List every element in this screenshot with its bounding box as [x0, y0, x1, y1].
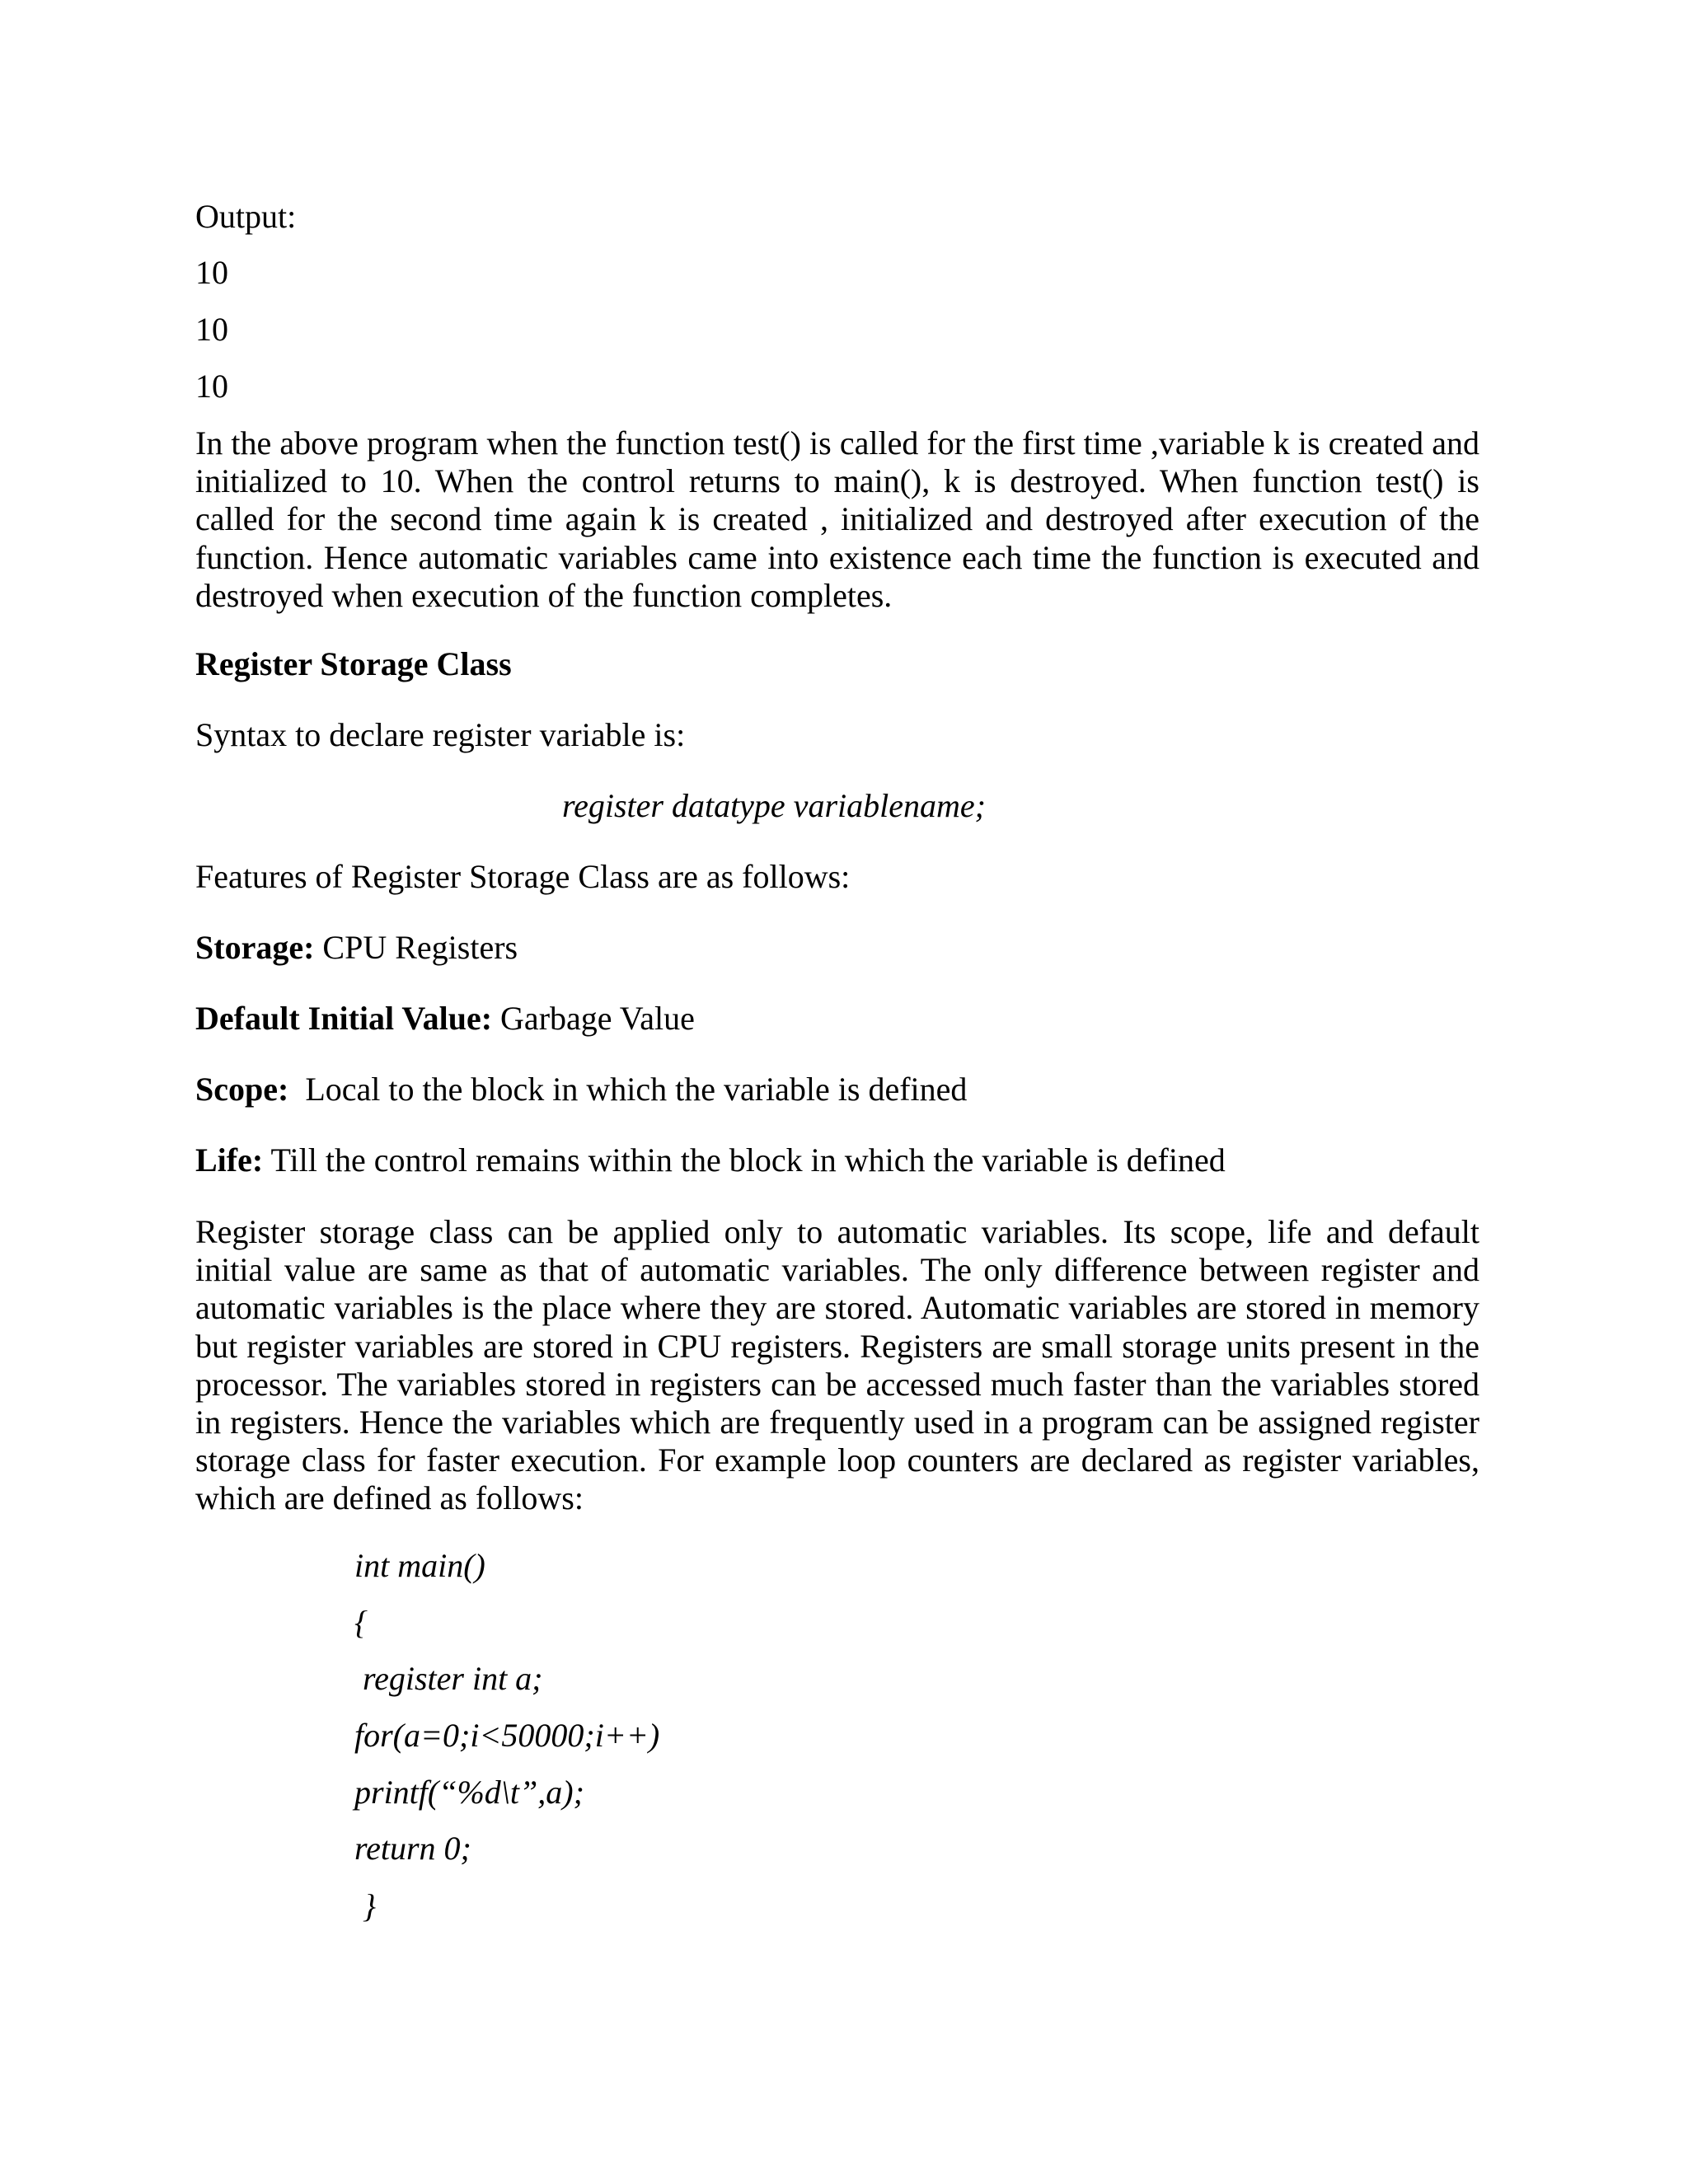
- explanation-paragraph: In the above program when the function test() is called for the first time ,variable k is created and initialized to 10. When the control returns to main(), k is destroyed. When function test() is called for the second time again k is created , initialized and destroyed after execution of the function. Hence automatic variables came into existence each time the function is executed and destroyed when execution of the function completes.: [195, 424, 1479, 614]
- feature-label: Default Initial Value:: [195, 1000, 493, 1037]
- feature-value: Till the control remains within the block in which the variable is defined: [263, 1141, 1226, 1179]
- feature-label: Storage:: [195, 929, 315, 966]
- section-heading: Register Storage Class: [195, 645, 512, 682]
- syntax-line: register datatype variablename;: [562, 787, 986, 824]
- body-paragraph: Register storage class can be applied only to automatic variables. Its scope, life and default initial value are same as that of automatic variables. The only difference between register and automatic variables is the place where they are stored. Automatic variables are stored in memory but register variables are stored in CPU registers. Registers are small storage units present in the processor. The variables stored in registers can be accessed much faster than the variables stored in registers. Hence the variables which are frequently used in a program can be assigned register storage class for faster execution. For example loop counters are declared as register variables, which are defined as follows:: [195, 1213, 1479, 1517]
- syntax-intro: Syntax to declare register variable is:: [195, 716, 686, 753]
- feature-default-initial-value: [195, 1000, 695, 1038]
- feature-storage: [195, 929, 518, 967]
- output-value-1: 10: [195, 254, 228, 291]
- feature-scope: [195, 1071, 967, 1108]
- feature-life: [195, 1141, 1226, 1179]
- output-label: Output:: [195, 198, 297, 235]
- feature-value: Garbage Value: [492, 1000, 695, 1037]
- code-line-7: }: [354, 1887, 376, 1924]
- code-line-3: register int a;: [354, 1660, 543, 1697]
- feature-label: Scope:: [195, 1071, 289, 1108]
- feature-label: Life:: [195, 1141, 264, 1179]
- feature-value: Local to the block in which the variable is defined: [288, 1071, 968, 1108]
- code-line-4: for(a=0;i<50000;i++): [354, 1717, 660, 1754]
- code-line-6: return 0;: [354, 1830, 471, 1867]
- code-line-1: int main(): [354, 1547, 485, 1584]
- output-value-3: 10: [195, 368, 228, 405]
- features-intro: Features of Register Storage Class are as follows:: [195, 858, 851, 895]
- code-line-2: {: [354, 1604, 368, 1641]
- feature-value: CPU Registers: [314, 929, 518, 966]
- code-line-5: printf(“%d\t”,a);: [354, 1774, 584, 1811]
- output-value-2: 10: [195, 311, 228, 348]
